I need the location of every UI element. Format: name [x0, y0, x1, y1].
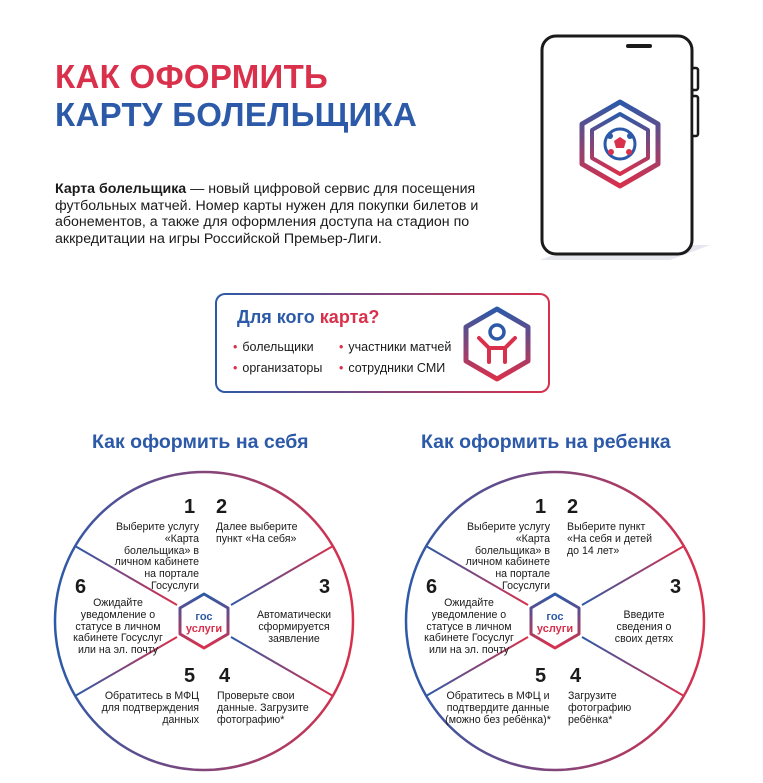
gosuslugi-logo-icon	[525, 591, 585, 651]
intro-bold: Карта болельщика	[55, 181, 187, 197]
gosuslugi-logo-icon	[174, 591, 234, 651]
step-number: 4	[219, 665, 231, 687]
step-text: Далее выберите пункт «На себя»	[216, 521, 298, 545]
who-title-a: Для кого	[237, 307, 320, 327]
title-line-2: КАРТУ БОЛЕЛЬЩИКА	[55, 96, 418, 133]
step-number: 2	[216, 496, 228, 518]
intro-text: — новый цифровой сервис для посещения футбольных матчей. Номер карты нужен для покупки билетов и абонементов, а также для оформления доступа на стадион по аккредитации на игры Российской Премьер-Лиги.	[55, 181, 479, 247]
step-number: 5	[184, 665, 196, 687]
self-steps-wheel	[53, 470, 355, 772]
step-number: 1	[535, 496, 547, 518]
who-title	[237, 307, 379, 328]
gos-logo-bottom: услуги	[185, 623, 223, 635]
step-text: Введите сведения о своих детях	[614, 609, 674, 645]
step-number: 3	[319, 576, 331, 598]
child-section-title: Как оформить на ребенка	[421, 431, 671, 453]
people-icon	[458, 305, 536, 383]
step-text: Обратитесь в МФЦ и подтвердите данные (можно без ребёнка)*	[445, 690, 551, 726]
who-item: • организаторы	[233, 361, 322, 375]
self-section-title: Как оформить на себя	[92, 431, 309, 453]
page-title	[55, 58, 417, 134]
step-number: 2	[567, 496, 579, 518]
phone-illustration	[520, 30, 720, 270]
ball-badge-icon	[582, 102, 658, 186]
step-text: Проверьте свои данные. Загрузите фотографию*	[217, 690, 309, 726]
who-card	[215, 293, 550, 393]
step-number: 3	[670, 576, 682, 598]
who-item: • сотрудники СМИ	[339, 361, 445, 375]
title-line-1: КАК ОФОРМИТЬ	[55, 58, 329, 95]
step-text: Обратитесь в МФЦ для подтверждения данных	[101, 690, 199, 726]
step-number: 5	[535, 665, 547, 687]
step-number: 1	[184, 496, 196, 518]
step-text: Ожидайте уведомление о статусе в личном кабинете Госуслуг или на эл. почту	[73, 597, 163, 657]
step-text: Выберите пункт «На себя и детей до 14 лет»	[567, 521, 653, 557]
who-item: • участники матчей	[339, 340, 451, 354]
child-steps-wheel	[404, 470, 706, 772]
step-text: Загрузите фотографию ребёнка*	[568, 690, 632, 726]
step-text: Ожидайте уведомление о статусе в личном кабинете Госуслуг или на эл. почту	[424, 597, 514, 657]
step-text: Автоматически сформируется заявление	[256, 609, 332, 645]
step-number: 6	[426, 576, 438, 598]
gos-logo-top: гос	[546, 611, 564, 623]
gos-logo-bottom: услуги	[536, 623, 574, 635]
step-text: Выберите услугу «Карта болельщика» в личном кабинете на портале Госуслуги	[114, 521, 199, 592]
gos-logo-top: гос	[195, 611, 213, 623]
step-number: 6	[75, 576, 87, 598]
step-text: Выберите услугу «Карта болельщика» в личном кабинете на портале Госуслуги	[465, 521, 550, 592]
who-item: • болельщики	[233, 340, 314, 354]
intro-paragraph	[55, 181, 495, 247]
who-title-b: карта?	[319, 307, 380, 327]
step-number: 4	[570, 665, 582, 687]
